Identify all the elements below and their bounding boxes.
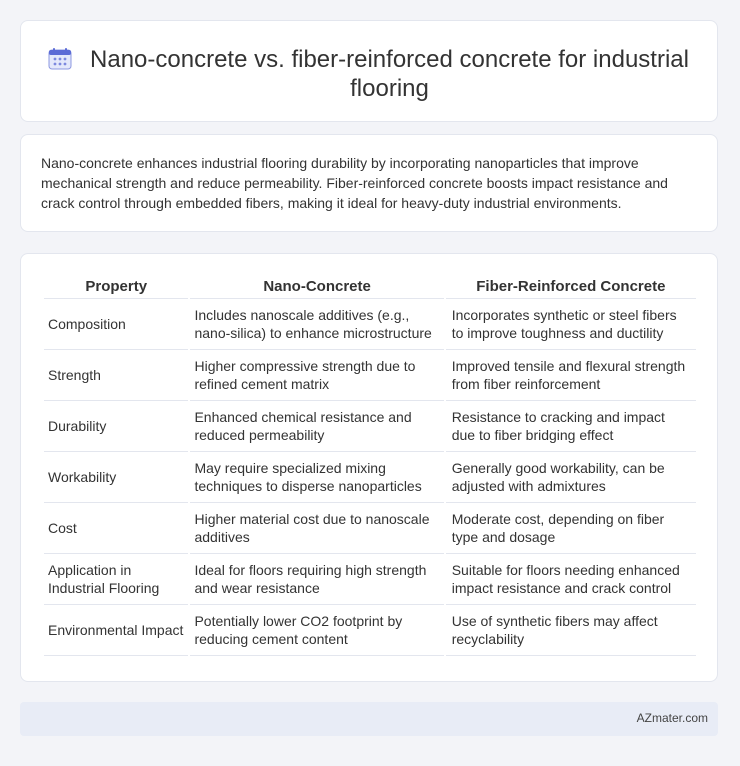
footer-bar [20, 702, 718, 736]
table-row [44, 503, 696, 554]
header-property: Property [44, 273, 188, 299]
table-row [44, 452, 696, 503]
cell-property: Cost [44, 503, 188, 554]
summary-card [20, 134, 718, 232]
cell-property: Strength [44, 350, 188, 401]
cell-fiber: Suitable for floors needing enhanced impact resistance and crack control [446, 554, 696, 605]
cell-nano: May require specialized mixing techniques to disperse nanoparticles [190, 452, 443, 503]
cell-fiber: Use of synthetic fibers may affect recyclability [446, 605, 696, 656]
title-wrap [46, 45, 697, 103]
table-row [44, 350, 696, 401]
cell-nano: Enhanced chemical resistance and reduced permeability [190, 401, 443, 452]
cell-property: Workability [44, 452, 188, 503]
cell-property: Environmental Impact [44, 605, 188, 656]
table-row [44, 554, 696, 605]
footer-brand: AZmater.com [636, 711, 708, 725]
summary-text: Nano-concrete enhances industrial flooring durability by incorporating nanoparticles that improve mechanical strength and reduce permeability. Fiber-reinforced concrete boosts impact resistance and crack control through embedded fibers, making it ideal for heavy-duty industrial environments. [41, 155, 668, 211]
table-row [44, 605, 696, 656]
cell-nano: Ideal for floors requiring high strength and wear resistance [190, 554, 443, 605]
table-header-row [44, 273, 696, 299]
table-row [44, 299, 696, 350]
cell-fiber: Moderate cost, depending on fiber type and dosage [446, 503, 696, 554]
header-fiber-reinforced: Fiber-Reinforced Concrete [446, 273, 696, 299]
title-card [20, 20, 718, 122]
cell-fiber: Generally good workability, can be adjusted with admixtures [446, 452, 696, 503]
cell-fiber: Improved tensile and flexural strength from fiber reinforcement [446, 350, 696, 401]
calendar-icon [48, 47, 72, 71]
header-nano-concrete: Nano-Concrete [190, 273, 443, 299]
cell-nano: Higher compressive strength due to refined cement matrix [190, 350, 443, 401]
cell-nano: Includes nanoscale additives (e.g., nano-silica) to enhance microstructure [190, 299, 443, 350]
cell-fiber: Incorporates synthetic or steel fibers to improve toughness and ductility [446, 299, 696, 350]
comparison-table [42, 273, 698, 656]
page-title: Nano-concrete vs. fiber-reinforced concrete for industrial flooring [90, 46, 689, 102]
cell-nano: Potentially lower CO2 footprint by reducing cement content [190, 605, 443, 656]
cell-property: Composition [44, 299, 188, 350]
cell-property: Application in Industrial Flooring [44, 554, 188, 605]
cell-nano: Higher material cost due to nanoscale additives [190, 503, 443, 554]
cell-property: Durability [44, 401, 188, 452]
comparison-card [20, 253, 718, 682]
cell-fiber: Resistance to cracking and impact due to fiber bridging effect [446, 401, 696, 452]
table-row [44, 401, 696, 452]
